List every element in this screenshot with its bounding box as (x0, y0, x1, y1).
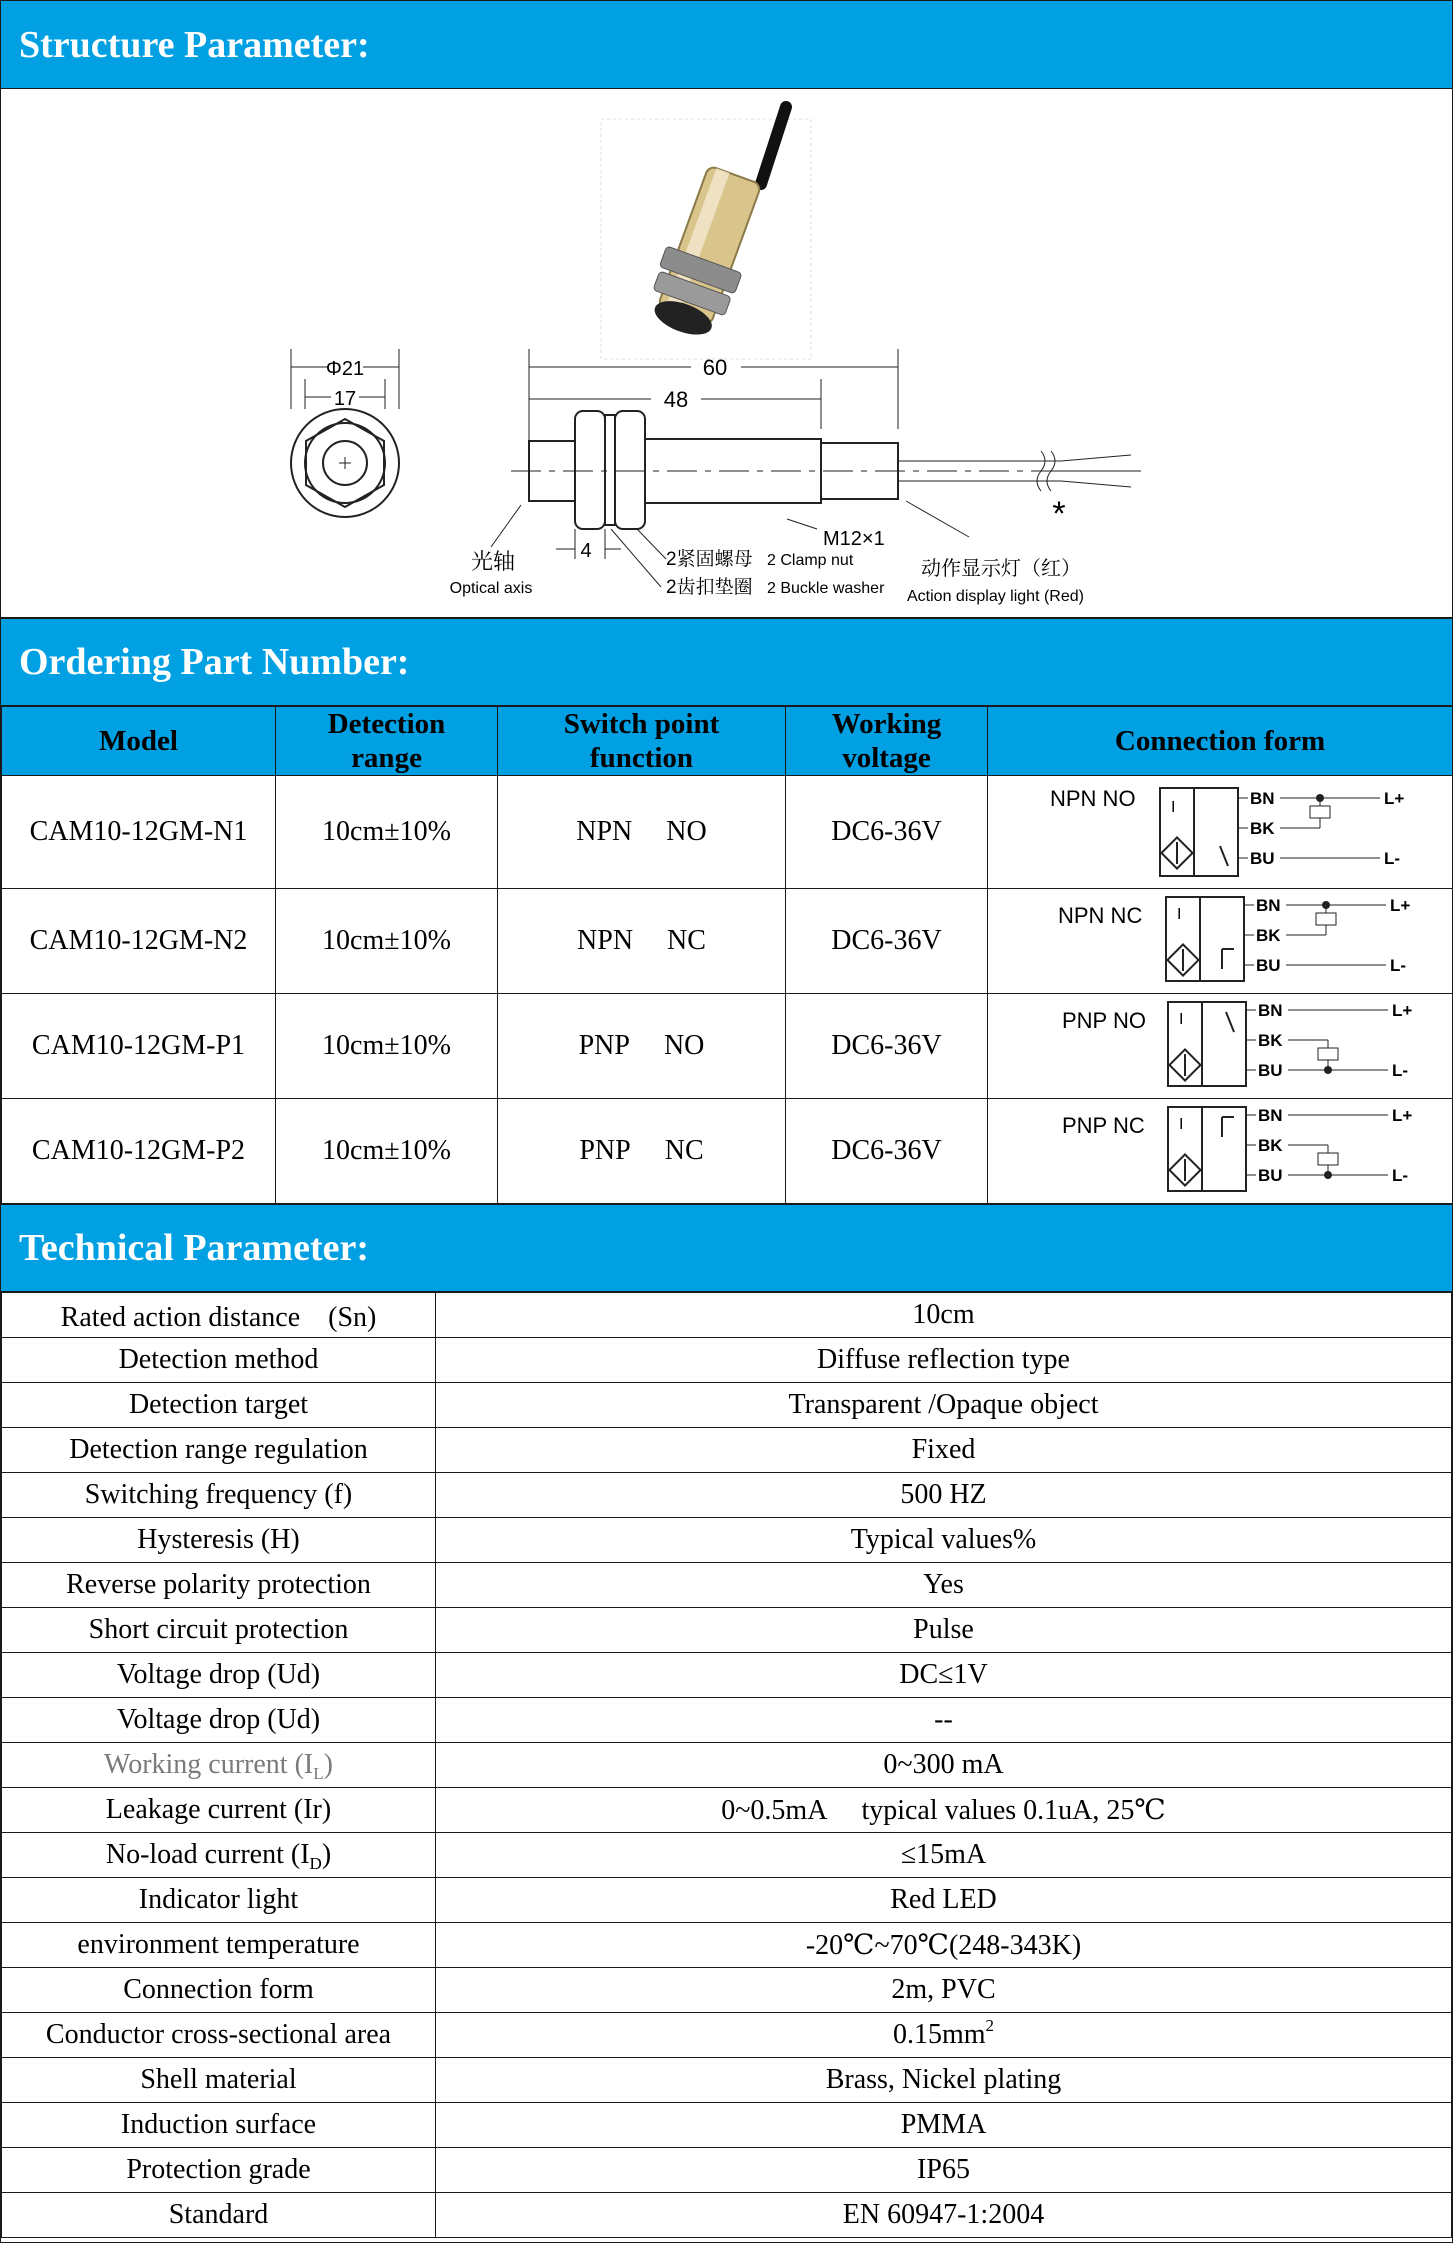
col-working-voltage: Working voltage (786, 707, 988, 776)
param-value: IP65 (436, 2148, 1452, 2193)
svg-text:L-: L- (1392, 1061, 1409, 1080)
svg-text:PNP NC: PNP NC (1062, 1113, 1145, 1138)
param-label: Hysteresis (H) (2, 1518, 436, 1563)
optical-axis-cn: 光轴 (470, 549, 516, 574)
param-value: Diffuse reflection type (436, 1338, 1452, 1383)
dim-48: 48 (663, 387, 689, 412)
svg-text:I: I (1171, 799, 1176, 816)
star-mark: * (1052, 495, 1066, 533)
param-label: Leakage current (Ir) (2, 1788, 436, 1833)
param-label: Switching frequency (f) (2, 1473, 436, 1518)
param-value: 10cm (436, 1293, 1452, 1338)
param-label: Shell material (2, 2058, 436, 2103)
action-light-en: Action display light (Red) (907, 588, 1084, 605)
dim-phi21: Φ21 (325, 358, 365, 380)
optical-axis-en: Optical axis (449, 580, 533, 597)
sensor-photo (601, 107, 811, 359)
table-row (2, 1608, 1452, 1653)
table-row (2, 1428, 1452, 1473)
param-label: Working current $(I_L)$ (2, 1743, 436, 1788)
svg-text:L-: L- (1392, 1166, 1409, 1185)
svg-text:BU: BU (1258, 1061, 1283, 1080)
table-row (2, 1878, 1452, 1923)
table-row (2, 1518, 1452, 1563)
table-row (2, 1383, 1452, 1428)
table-row (2, 1698, 1452, 1743)
model-cell: CAM10-12GM-N2 (2, 889, 276, 994)
table-row (2, 2193, 1452, 2238)
dim-4: 4 (580, 540, 592, 562)
param-label: Connection form (2, 1968, 436, 2013)
param-value: -- (436, 1698, 1452, 1743)
wiring-diagram-pnp-nc (988, 1099, 1453, 1204)
table-row (2, 1833, 1452, 1878)
svg-text:BK: BK (1258, 1136, 1283, 1155)
table-row (2, 1338, 1452, 1383)
model-cell: CAM10-12GM-P2 (2, 1099, 276, 1204)
col-switch-function: Switch point function (498, 707, 786, 776)
param-value: 0~300 mA (436, 1743, 1452, 1788)
param-value: -20℃~70℃(248-343K) (436, 1923, 1452, 1968)
table-row (2, 1653, 1452, 1698)
range-cell: 10cm±10% (276, 994, 498, 1099)
table-row (2, 1743, 1452, 1788)
param-label: Detection target (2, 1383, 436, 1428)
action-light-cn: 动作显示灯（红） (921, 558, 1081, 580)
param-value: Pulse (436, 1608, 1452, 1653)
table-row (2, 2058, 1452, 2103)
wiring-diagram-npn-nc (988, 889, 1453, 994)
sensor-dimension-drawing (1, 89, 1452, 617)
param-value: Transparent /Opaque object (436, 1383, 1452, 1428)
param-value: Typical values% (436, 1518, 1452, 1563)
range-cell: 10cm±10% (276, 889, 498, 994)
svg-text:L+: L+ (1392, 1001, 1413, 1020)
table-row (2, 2148, 1452, 2193)
param-label: Standard (2, 2193, 436, 2238)
svg-text:NPN NO: NPN NO (1050, 786, 1136, 811)
svg-text:L+: L+ (1384, 789, 1405, 808)
param-label: Indicator light (2, 1878, 436, 1923)
dim-60: 60 (702, 355, 728, 380)
param-value: Brass, Nickel plating (436, 2058, 1452, 2103)
buckle-washer-cn: 2齿扣垫圈 (666, 577, 753, 598)
svg-text:BK: BK (1258, 1031, 1283, 1050)
param-value: EN 60947-1:2004 (436, 2193, 1452, 2238)
technical-table (1, 1292, 1452, 2238)
param-label: environment temperature (2, 1923, 436, 1968)
thread-label: M12×1 (823, 528, 885, 550)
table-row (2, 1968, 1452, 2013)
col-connection-form: Connection form (988, 707, 1453, 776)
model-cell: CAM10-12GM-N1 (2, 776, 276, 889)
voltage-cell: DC6-36V (786, 1099, 988, 1204)
svg-text:BN: BN (1258, 1106, 1283, 1125)
param-label: No-load current $(I_D)$ (2, 1833, 436, 1878)
wiring-diagram-pnp-no (988, 994, 1453, 1099)
structure-title: Structure Parameter: (19, 23, 370, 66)
clamp-nut-cn: 2紧固螺母 (666, 549, 753, 570)
param-value: $0.15mm^2$ (436, 2013, 1452, 2058)
side-view (450, 349, 1141, 605)
table-row (2, 994, 1453, 1099)
param-value: ≤15mA (436, 1833, 1452, 1878)
table-row (2, 889, 1453, 994)
svg-text:BN: BN (1256, 896, 1281, 915)
switch-cell: PNP NO (498, 994, 786, 1099)
param-label: Protection grade (2, 2148, 436, 2193)
svg-text:BU: BU (1256, 956, 1281, 975)
ordering-table (1, 706, 1453, 1204)
param-value: PMMA (436, 2103, 1452, 2148)
table-row (2, 2103, 1452, 2148)
param-value: Fixed (436, 1428, 1452, 1473)
ordering-section-header (1, 618, 1452, 706)
param-value: Red LED (436, 1878, 1452, 1923)
dim-17: 17 (333, 388, 357, 410)
svg-text:L-: L- (1390, 956, 1407, 975)
svg-text:L+: L+ (1390, 896, 1411, 915)
param-label: Reverse polarity protection (2, 1563, 436, 1608)
param-value: 2m, PVC (436, 1968, 1452, 2013)
svg-text:I: I (1179, 1116, 1184, 1133)
wiring-diagram-npn-no (988, 776, 1453, 889)
switch-cell: NPN NO (498, 776, 786, 889)
voltage-cell: DC6-36V (786, 889, 988, 994)
param-label: Conductor cross-sectional area (2, 2013, 436, 2058)
ordering-header-row (2, 707, 1453, 776)
col-model: Model (2, 707, 276, 776)
param-label: Voltage drop (Ud) (2, 1698, 436, 1743)
switch-cell: NPN NC (498, 889, 786, 994)
table-row (2, 1293, 1452, 1338)
voltage-cell: DC6-36V (786, 776, 988, 889)
col-detection-range: Detection range (276, 707, 498, 776)
table-row (2, 776, 1453, 889)
voltage-cell: DC6-36V (786, 994, 988, 1099)
model-cell: CAM10-12GM-P1 (2, 994, 276, 1099)
svg-text:PNP NO: PNP NO (1062, 1008, 1146, 1033)
svg-text:BU: BU (1258, 1166, 1283, 1185)
clamp-nut-en: 2 Clamp nut (767, 552, 854, 569)
svg-text:I: I (1179, 1011, 1184, 1028)
svg-text:L-: L- (1384, 849, 1401, 868)
svg-text:BK: BK (1250, 819, 1275, 838)
param-label: Rated action distance (Sn) (2, 1293, 436, 1338)
table-row (2, 1788, 1452, 1833)
param-value: 0~0.5mA typical values 0.1uA, 25℃ (436, 1788, 1452, 1833)
svg-text:BU: BU (1250, 849, 1275, 868)
param-label: Short circuit protection (2, 1608, 436, 1653)
ordering-title: Ordering Part Number: (19, 641, 410, 683)
structure-section-header (1, 1, 1452, 89)
svg-text:BK: BK (1256, 926, 1281, 945)
technical-title: Technical Parameter: (19, 1227, 369, 1269)
svg-text:I: I (1177, 906, 1182, 923)
range-cell: 10cm±10% (276, 1099, 498, 1204)
param-label: Induction surface (2, 2103, 436, 2148)
range-cell: 10cm±10% (276, 776, 498, 889)
table-row (2, 2013, 1452, 2058)
technical-section-header (1, 1204, 1452, 1292)
param-value: Yes (436, 1563, 1452, 1608)
param-label: Detection method (2, 1338, 436, 1383)
svg-text:L+: L+ (1392, 1106, 1413, 1125)
param-value: DC≤1V (436, 1653, 1452, 1698)
param-label: Voltage drop (Ud) (2, 1653, 436, 1698)
buckle-washer-en: 2 Buckle washer (767, 580, 885, 597)
table-row (2, 1563, 1452, 1608)
svg-text:NPN NC: NPN NC (1058, 903, 1143, 928)
svg-text:BN: BN (1258, 1001, 1283, 1020)
table-row (2, 1473, 1452, 1518)
param-value: 500 HZ (436, 1473, 1452, 1518)
structure-drawing-area (1, 89, 1452, 618)
param-label: Detection range regulation (2, 1428, 436, 1473)
svg-text:BN: BN (1250, 789, 1275, 808)
table-row (2, 1923, 1452, 1968)
front-view (291, 349, 399, 517)
table-row (2, 1099, 1453, 1204)
switch-cell: PNP NC (498, 1099, 786, 1204)
